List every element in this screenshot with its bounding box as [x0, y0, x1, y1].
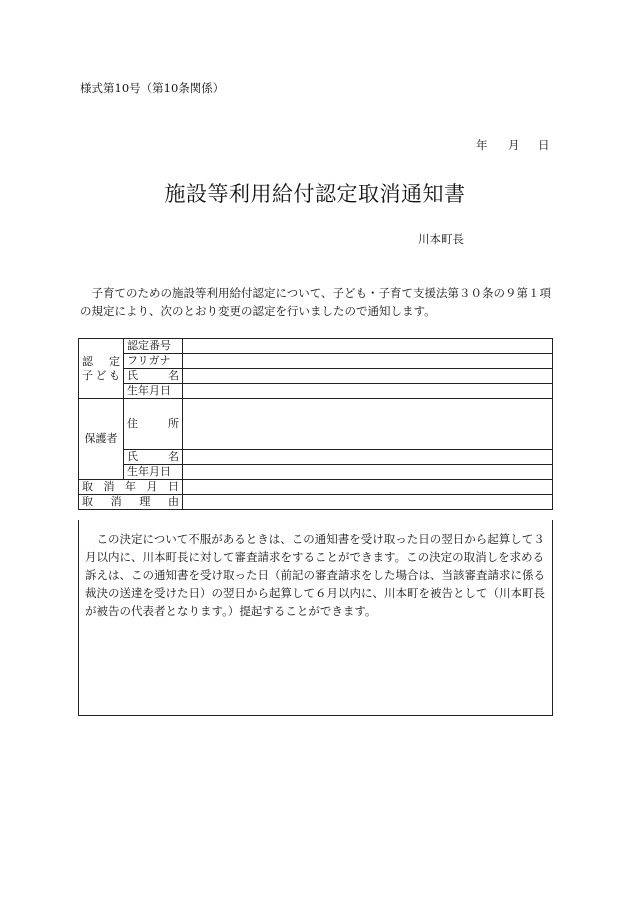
- child-birthdate-label: 生年月日: [124, 384, 183, 399]
- table-row: [79, 399, 553, 450]
- guardian-name-field[interactable]: [183, 450, 553, 465]
- child-name-field[interactable]: [183, 369, 553, 384]
- guardian-address-label: 住 所: [124, 399, 183, 450]
- table-row: [79, 480, 553, 495]
- certification-number-label: 認定番号: [124, 339, 183, 354]
- form-number-label: 様式第10号（第10条関係）: [80, 81, 225, 95]
- guardian-section-label: 保護者: [79, 399, 124, 480]
- child-furigana-label: フリガナ: [124, 354, 183, 369]
- issuer-name: 川本町長: [418, 232, 464, 246]
- child-name-label: 氏 名: [124, 369, 183, 384]
- guardian-name-label: 氏 名: [124, 450, 183, 465]
- table-row: [79, 384, 553, 399]
- date-year: 年: [476, 138, 488, 152]
- table-row: [79, 450, 553, 465]
- issue-date: [476, 137, 550, 153]
- table-row: [79, 465, 553, 480]
- document-title: 施設等利用給付認定取消通知書: [164, 182, 466, 206]
- guardian-birthdate-field[interactable]: [183, 465, 553, 480]
- certification-number-field[interactable]: [183, 339, 553, 354]
- appeal-notice: この決定について不服があるときは、この通知書を受け取った日の翌日から起算して３月以内に、川本町長に対して審査請求をすることができます。この決定の取消しを求める訴えは、この通知書を受け取った日（前記の審査請求をした場合は、当該審査請求に係る裁決の送達を受けた日）の翌日から起算して６月以内に、川本町を被告として（川本町長が被告の代表者となります。）提起することができます。: [85, 532, 545, 618]
- intro-paragraph: 子育てのための施設等利用給付認定について、子ども・子育て支援法第３０条の９第１項の規定により、次のとおり変更の認定を行いましたので通知します。: [80, 286, 552, 318]
- cancel-date-label: 取 消 年 月 日: [79, 480, 183, 495]
- table-row: [79, 495, 553, 510]
- cancel-date-field[interactable]: [183, 480, 553, 495]
- date-day: 日: [538, 138, 550, 152]
- child-section-label: 認 定 子 ど も: [79, 339, 124, 399]
- guardian-address-field[interactable]: [183, 399, 553, 450]
- date-month: 月: [508, 138, 520, 152]
- table-row: [79, 339, 553, 354]
- table-row: [79, 354, 553, 369]
- cancel-reason-label: 取 消 理 由: [79, 495, 183, 510]
- guardian-birthdate-label: 生年月日: [124, 465, 183, 480]
- certification-table: [78, 338, 553, 510]
- table-row: [79, 369, 553, 384]
- cancel-reason-field[interactable]: [183, 495, 553, 510]
- child-furigana-field[interactable]: [183, 354, 553, 369]
- child-birthdate-field[interactable]: [183, 384, 553, 399]
